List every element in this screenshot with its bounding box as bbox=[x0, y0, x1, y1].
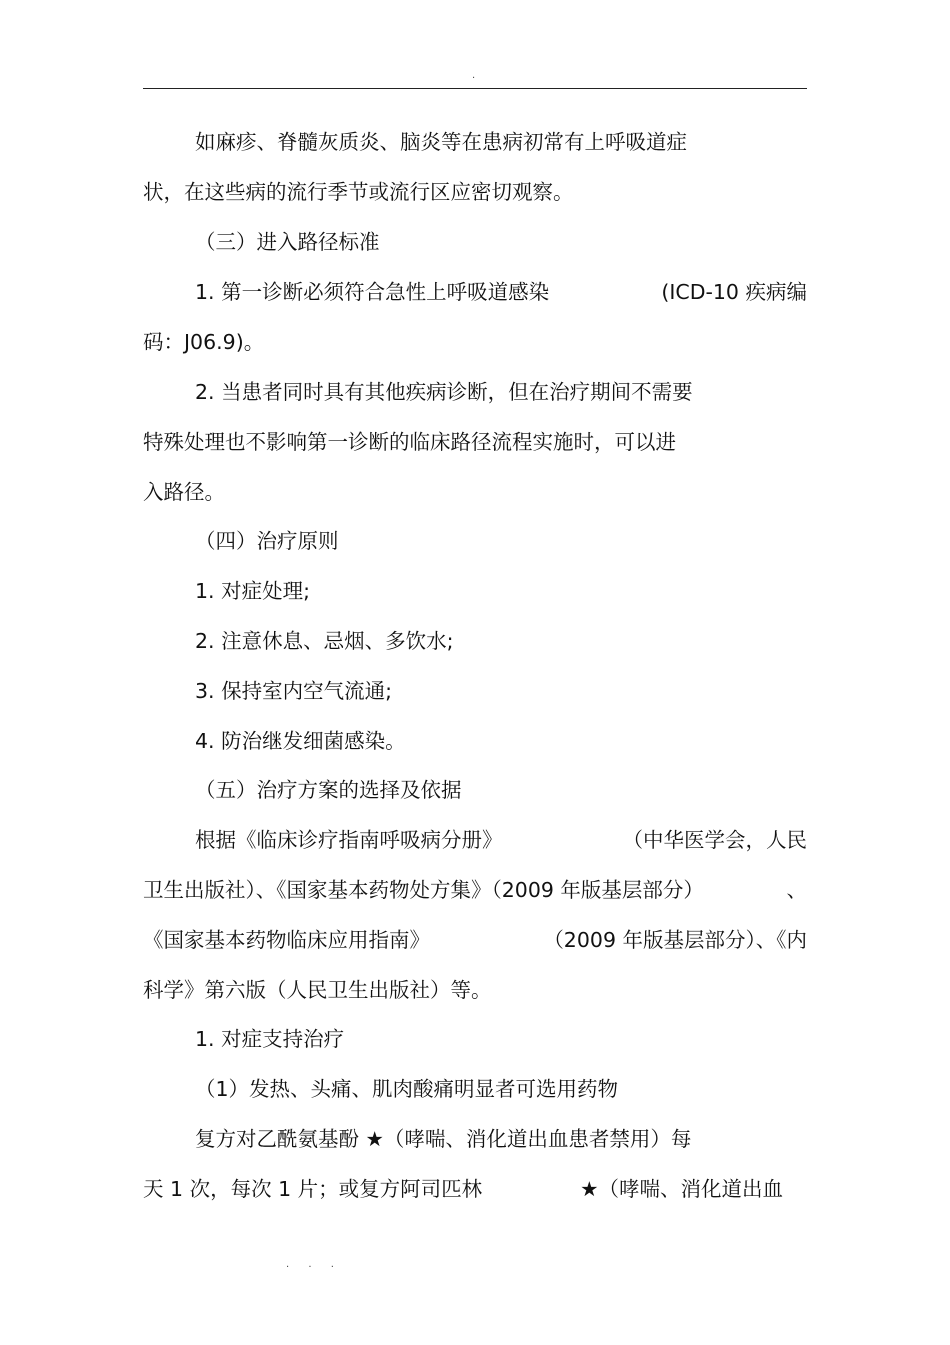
header-rule bbox=[143, 88, 807, 89]
header-mark: · bbox=[472, 73, 476, 84]
text-segment: 1. 第一诊断必须符合急性上呼吸道感染 bbox=[195, 280, 550, 304]
text-line: 科学》第六版（人民卫生出版社）等。 bbox=[143, 978, 492, 1002]
text-segment: 卫生出版社）、《国家基本药物处方集》（2009 年版基层部分） bbox=[143, 878, 704, 902]
text-line bbox=[143, 1174, 783, 1204]
text-line: （1）发热、头痛、肌肉酸痛明显者可选用药物 bbox=[195, 1077, 619, 1101]
sub-heading: 1. 对症支持治疗 bbox=[195, 1027, 345, 1051]
text-segment: 、 bbox=[786, 878, 807, 902]
list-item: 2. 注意休息、忌烟、多饮水; bbox=[195, 629, 454, 653]
list-item: 3. 保持室内空气流通; bbox=[195, 679, 392, 703]
section-heading: （五）治疗方案的选择及依据 bbox=[195, 778, 462, 802]
text-segment: ★（哮喘、消化道出血 bbox=[580, 1177, 783, 1201]
list-item: 1. 对症处理; bbox=[195, 579, 310, 603]
text-line bbox=[143, 277, 807, 307]
text-segment: 根据《临床诊疗指南呼吸病分册》 bbox=[195, 828, 503, 852]
list-item: 4. 防治继发细菌感染。 bbox=[195, 729, 406, 753]
text-segment: 天 1 次，每次 1 片；或复方阿司匹林 bbox=[143, 1177, 483, 1201]
text-line: 2. 当患者同时具有其他疾病诊断，但在治疗期间不需要 bbox=[195, 380, 693, 404]
footer-marks: · · · bbox=[286, 1262, 342, 1273]
section-heading: （三）进入路径标准 bbox=[195, 230, 380, 254]
text-segment: 《国家基本药物临床应用指南》 bbox=[143, 928, 430, 952]
text-line bbox=[143, 925, 807, 955]
text-segment: （中华医学会，人民 bbox=[622, 828, 807, 852]
text-line: 特殊处理也不影响第一诊断的临床路径流程实施时，可以进 bbox=[143, 430, 676, 454]
text-line: 如麻疹、脊髓灰质炎、脑炎等在患病初常有上呼吸道症 bbox=[195, 130, 687, 154]
text-line: 复方对乙酰氨基酚 ★（哮喘、消化道出血患者禁用）每 bbox=[195, 1127, 692, 1151]
text-segment: (ICD-10 疾病编 bbox=[661, 280, 807, 304]
text-segment: （2009 年版基层部分）、《内 bbox=[543, 928, 807, 952]
text-line bbox=[143, 875, 807, 905]
text-line: 入路径。 bbox=[143, 480, 225, 504]
text-line: 码：J06.9)。 bbox=[143, 330, 265, 354]
section-heading: （四）治疗原则 bbox=[195, 529, 339, 553]
text-line bbox=[143, 825, 807, 855]
text-line: 状，在这些病的流行季节或流行区应密切观察。 bbox=[143, 180, 574, 204]
